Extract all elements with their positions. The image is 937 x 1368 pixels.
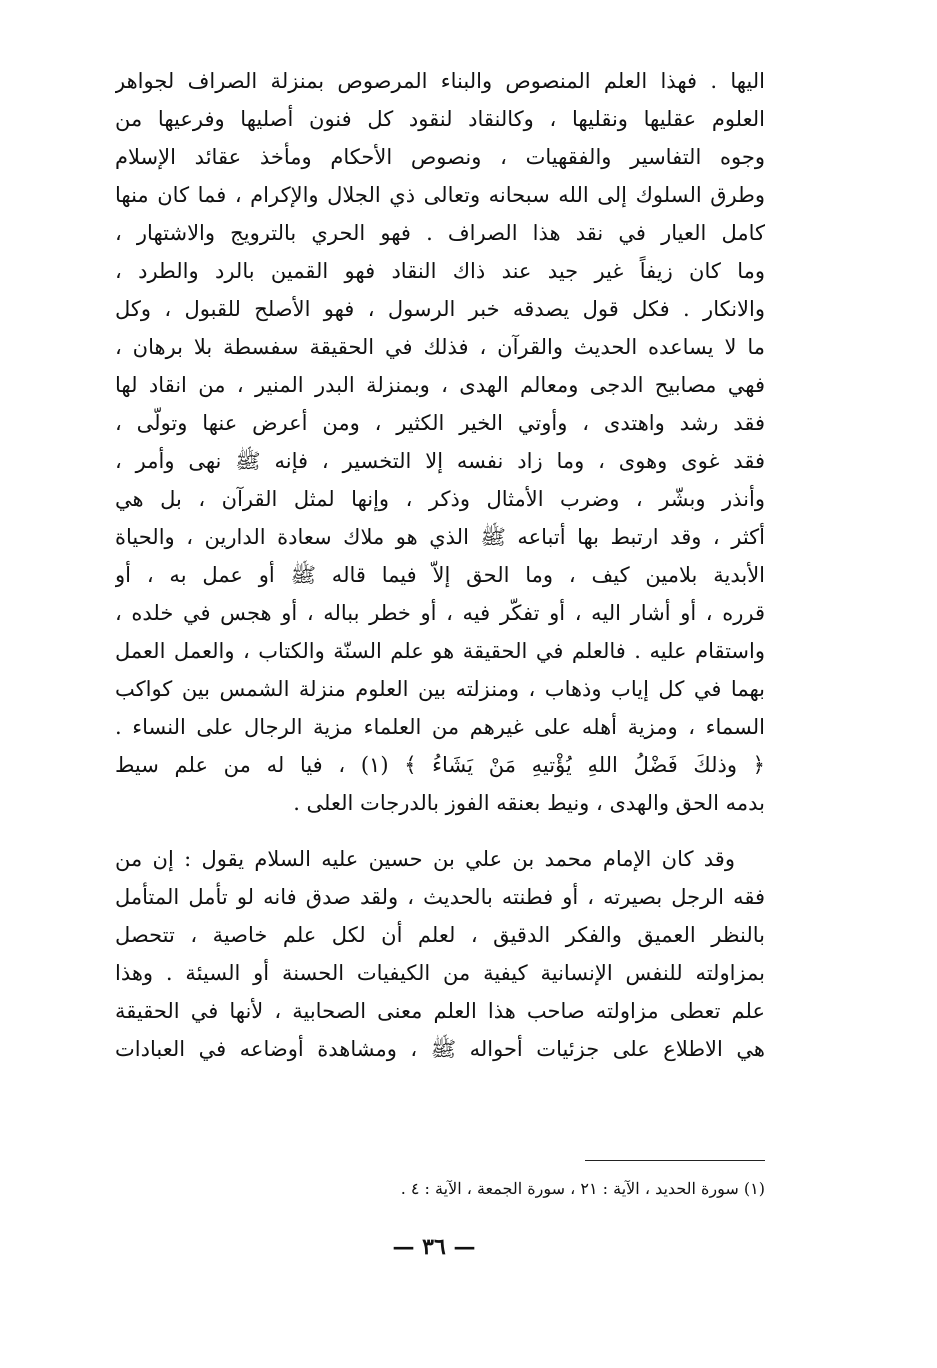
text-line: السماء ، ومزية أهله على غيرهم من العلماء مزية الرجال على النساء . [115,715,765,739]
text-line: فهي مصابيح الدجى ومعالم الهدى ، وبمنزلة البدر المنير ، من انقاد لها [115,373,765,397]
text-line: كامل العيار في نقد هذا الصراف . فهو الحري بالترويج والاشتهار ، [115,221,765,245]
text-line: أكثر ، وقد ارتبط بها أتباعه ﷺ الذي هو ملاك سعادة الدارين ، والحياة [115,525,765,549]
text-line: اليها . فهذا العلم المنصوص والبناء المرصوص بمنزلة الصراف لجواهر [115,69,765,93]
body-text [115,62,765,1068]
page-number: — ٣٦ — [392,1234,476,1260]
paragraph-gap [115,822,765,840]
text-line: هي الاطلاع على جزئيات أحواله ﷺ ، ومشاهدة أوضاعه في العبادات [115,1037,765,1061]
text-line: العلوم عقليها ونقليها ، وكالنقاد لنقود كل فنون أصليها وفرعيها من [115,107,765,131]
text-line: وقد كان الإمام محمد بن علي بن حسين عليه السلام يقول : إن من [115,847,735,871]
text-line: بالنظر العميق والفكر الدقيق ، لعلم أن لكل علم خاصية ، تتحصل [115,923,765,947]
text-line: وجوه التفاسير والفقهيات ، ونصوص الأحكام ومأخذ عقائد الإسلام [115,145,765,169]
text-line: واستقام عليه . فالعلم في الحقيقة هو علم السنّة والكتاب ، والعمل العمل [115,639,765,663]
text-line: ما لا يساعده الحديث والقرآن ، فذلك في الحقيقة سفسطة بلا برهان ، [115,335,765,359]
text-line: بدمه الحق والهدى ، ونيط بعنقه الفوز بالدرجات العلى . [293,791,765,815]
text-line: وما كان زيفاً غير جيد عند ذاك النقاد فهو القمين بالرد والطرد ، [115,259,765,283]
text-line: فقه الرجل بصيرته ، أو فطنته بالحديث ، ولقد صدق فانه لو تأمل المتأمل [115,885,765,909]
paragraph-2 [115,840,765,1068]
text-line: والانكار . فكل قول يصدقه خبر الرسول ، فهو الأصلح للقبول ، وكل [115,297,765,321]
footnote-divider [585,1160,765,1161]
quran-verse-line: ﴿ وذلكَ فَضْلُ اللهِ يُؤْتيهِ مَنْ يَشَاءُ ﴾ (١) ، فيا له من علم سيط [115,753,765,777]
footnote: (١) سورة الحديد ، الآية : ٢١ ، سورة الجمعة ، الآية : ٤ . [400,1179,765,1198]
text-line: وطرق السلوك إلى الله سبحانه وتعالى ذي الجلال والإكرام ، فما كان منها [115,183,765,207]
text-line: وأنذر وبشّر ، وضرب الأمثال وذكر ، وإنها لمثل القرآن ، بل هي [115,487,765,511]
text-line: علم تعطى مزاولته صاحب هذا العلم معنى الصحابية ، لأنها في الحقيقة [115,999,765,1023]
text-line: الأبدية بلامين كيف ، وما الحق إلاّ فيما قاله ﷺ أو عمل به ، أو [115,563,765,587]
text-line: فقد رشد واهتدى ، وأوتي الخير الكثير ، ومن أعرض عنها وتولّى ، [115,411,765,435]
paragraph-1 [115,62,765,822]
text-line: بهما في كل إياب وذهاب ، ومنزلته بين العلوم منزلة الشمس بين كواكب [115,677,765,701]
text-line: فقد غوى وهوى ، وما زاد نفسه إلا التخسير ، فإنه ﷺ نهى وأمر ، [115,449,765,473]
text-line: بمزاولته للنفس الإنسانية كيفية من الكيفيات الحسنة أو السيئة . وهذا [115,961,765,985]
text-line: قرره ، أو أشار اليه ، أو تفكّر فيه ، أو خطر بباله ، أو هجس في خلده ، [115,601,765,625]
